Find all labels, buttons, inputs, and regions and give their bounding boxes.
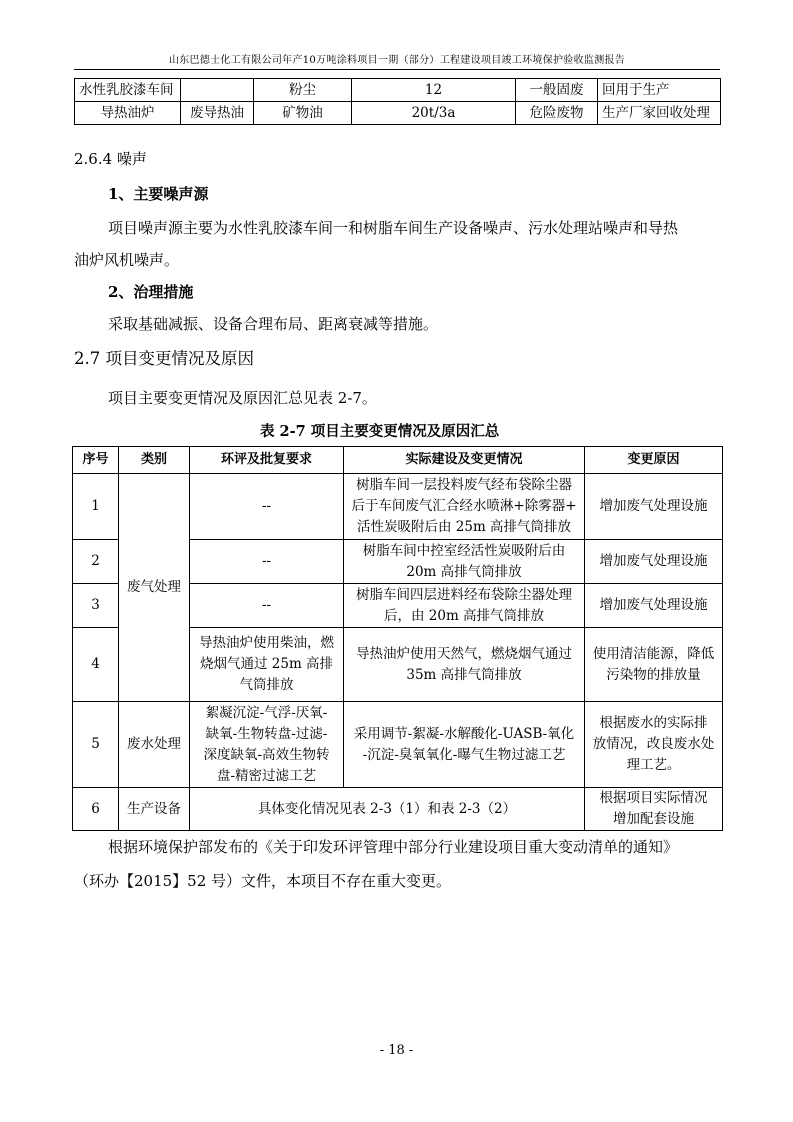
text-line: 理工艺。 [626,757,681,773]
text-line: 根据项目实际情况 [599,790,708,806]
changes-table [72,446,723,831]
requirement-cell [190,702,344,788]
text-line: 盘-精密过滤工艺 [216,767,317,784]
reason-cell: 增加废气处理设施 [585,584,723,628]
text-line: 絮凝沉淀-气浮-厌氧- [205,704,328,721]
row-number: 1 [73,474,119,540]
row-number: 4 [73,628,119,702]
category-cell: 废水处理 [119,702,190,788]
text-line: 使用清洁能源，降低 [592,645,715,662]
actual-cell [344,474,585,540]
text-line: 活性炭吸附后由 25m 高排气筒排放 [356,519,572,535]
text-line: 树脂车间一层投料废气经布袋除尘器 [356,477,572,493]
table-row [75,79,721,102]
actual-cell [344,584,585,628]
section-heading-changes: 2.7 项目变更情况及原因 [74,349,254,368]
table-cell: 废导热油 [181,102,254,125]
paragraph: （环办【2015】52 号）文件，本项目不存在重大变更。 [74,872,452,890]
row-number: 3 [73,584,119,628]
table-cell: 水性乳胶漆车间 [75,79,181,102]
category-cell: 生产设备 [119,788,190,831]
table-cell: 12 [352,79,516,102]
column-header: 类别 [119,447,190,474]
report-header: 山东巴德士化工有限公司年产10万吨涂料项目一期（部分）工程建设项目竣工环境保护验收监测报告 [168,55,626,66]
table-row [75,102,721,125]
text-line: 烧烟气通过 25m 高排 [199,656,334,672]
subheading-noise-control: 2、治理措施 [108,283,194,301]
table-row [73,474,723,540]
table-cell: 回用于生产 [598,79,721,102]
category-cell: 废气处理 [119,474,190,702]
text-line: 20m 高排气筒排放 [406,563,522,580]
text-line: 树脂车间中控室经活性炭吸附后由 [362,542,566,559]
paragraph: 项目主要变更情况及原因汇总见表 2-7。 [108,389,377,407]
table-row [73,788,723,831]
row-number: 5 [73,702,119,788]
column-header: 序号 [73,447,119,474]
column-header: 环评及批复要求 [190,447,344,474]
text-line: 采用调节-絮凝-水解酸化-UASB-氧化 [353,725,575,742]
row-number: 6 [73,788,119,831]
column-header: 变更原因 [585,447,723,474]
text-line: 缺氧-生物转盘-过滤- [205,725,328,742]
header-rule [74,69,720,70]
text-line: -沉淀-臭氧氧化-曝气生物过滤工艺 [362,746,566,763]
text-line: 放情况，改良废水处 [592,736,715,752]
merged-detail-cell: 具体变化情况见表 2-3（1）和表 2-3（2） [190,788,585,831]
requirement-cell: -- [190,584,344,628]
table-cell: 20t/3a [352,102,516,125]
paragraph: 项目噪声源主要为水性乳胶漆车间一和树脂车间生产设备噪声、污水处理站噪声和导热 [108,219,679,237]
text-line: 气筒排放 [239,677,294,693]
text-line: 后于车间废气汇合经水喷淋+除雾器+ [351,498,577,514]
text-line: 增加配套设施 [613,811,694,827]
page-number: - 18 - [379,1043,414,1058]
subheading-noise-source: 1、主要噪声源 [108,185,209,203]
text-line: 根据废水的实际排 [599,715,708,731]
actual-cell [344,540,585,584]
table-cell: 粉尘 [254,79,352,102]
requirement-cell [190,628,344,702]
requirement-cell: -- [190,540,344,584]
reason-cell [585,788,723,831]
text-line: 深度缺氧-高效生物转 [203,746,330,763]
text-line: 导热油炉使用天然气，燃烧烟气通过 [356,645,572,662]
text-line: 树脂车间四层进料经布袋除尘器处理 [356,586,572,603]
actual-cell [344,702,585,788]
paragraph: 采取基础减振、设备合理布局、距离衰减等措施。 [108,315,439,333]
text-line: 后，由 20m 高排气筒排放 [383,607,545,624]
text-line: 导热油炉使用柴油，燃 [199,635,334,651]
table-cell: 生产厂家回收处理 [598,102,721,125]
table-cell: 导热油炉 [75,102,181,125]
text-line: 35m 高排气筒排放 [406,666,522,683]
table-cell: 矿物油 [254,102,352,125]
table-row [73,702,723,788]
reason-cell: 增加废气处理设施 [585,540,723,584]
table-cell [181,79,254,102]
text-line: 污染物的排放量 [606,666,701,683]
requirement-cell: -- [190,474,344,540]
reason-cell [585,628,723,702]
table-caption: 表 2-7 项目主要变更情况及原因汇总 [260,423,500,440]
solid-waste-table [74,78,721,125]
table-cell: 危险废物 [516,102,598,125]
reason-cell [585,702,723,788]
reason-cell: 增加废气处理设施 [585,474,723,540]
paragraph: 根据环境保护部发布的《关于印发环评管理中部分行业建设项目重大变动清单的通知》 [108,838,679,856]
table-header-row [73,447,723,474]
section-heading-noise [74,149,147,169]
actual-cell [344,628,585,702]
section-title: 2.6.4 噪声 [74,150,147,168]
paragraph: 油炉风机噪声。 [74,251,180,269]
table-cell: 一般固废 [516,79,598,102]
row-number: 2 [73,540,119,584]
column-header: 实际建设及变更情况 [344,447,585,474]
